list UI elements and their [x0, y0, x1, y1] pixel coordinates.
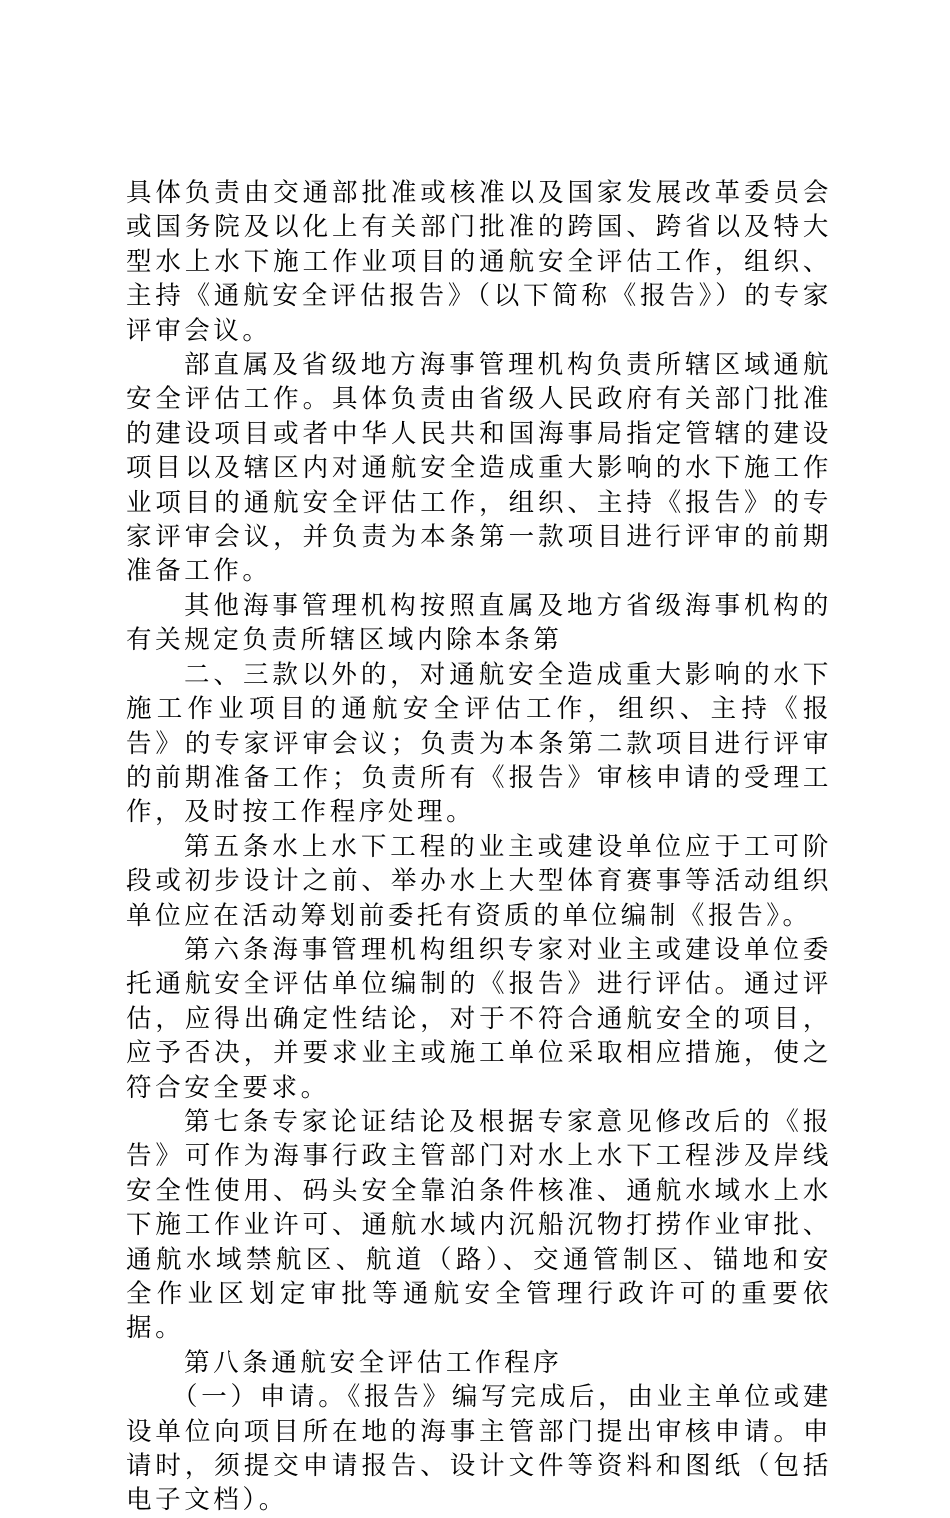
- document-body: [126, 176, 832, 1518]
- paragraph-3: 其他海事管理机构按照直属及地方省级海事机构的有关规定负责所辖区域内除本条第: [126, 590, 832, 656]
- paragraph-application: （一）申请。《报告》编写完成后，由业主单位或建设单位向项目所在地的海事主管部门提出审核申请。申请时，须提交申请报告、设计文件等资料和图纸（包括电子文档）。: [126, 1382, 832, 1516]
- paragraph-1: 具体负责由交通部批准或核准以及国家发展改革委员会或国务院及以化上有关部门批准的跨国、跨省以及特大型水上水下施工作业项目的通航安全评估工作，组织、主持《通航安全评估报告》（以下简称《报告》）的专家评审会议。: [126, 178, 832, 346]
- paragraph-article-7: 第七条专家论证结论及根据专家意见修改后的《报告》可作为海事行政主管部门对水上水下工程涉及岸线安全性使用、码头安全靠泊条件核准、通航水域水上水下施工作业许可、通航水域内沉船沉物打捞作业审批、通航水域禁航区、航道（路）、交通管制区、锚地和安全作业区划定审批等通航安全管理行政许可的重要依据。: [126, 1106, 832, 1344]
- paragraph-article-5: 第五条水上水下工程的业主或建设单位应于工可阶段或初步设计之前、举办水上大型体育赛事等活动组织单位应在活动筹划前委托有资质的单位编制《报告》。: [126, 831, 832, 931]
- paragraph-4: 二、三款以外的，对通航安全造成重大影响的水下施工作业项目的通航安全评估工作，组织、主持《报告》的专家评审会议；负责为本条第二款项目进行评审的前期准备工作；负责所有《报告》审核申请的受理工作，及时按工作程序处理。: [126, 659, 832, 828]
- paragraph-article-8-heading: 第八条通航安全评估工作程序: [184, 1347, 563, 1378]
- paragraph-article-6: 第六条海事管理机构组织专家对业主或建设单位委托通航安全评估单位编制的《报告》进行评估。通过评估，应得出确定性结论，对于不符合通航安全的项目，应予否决，并要求业主或施工单位采取相应措施，使之符合安全要求。: [126, 934, 832, 1103]
- paragraph-2: 部直属及省级地方海事管理机构负责所辖区域通航安全评估工作。具体负责由省级人民政府有关部门批准的建设项目或者中华人民共和国海事局指定管辖的建设项目以及辖区内对通航安全造成重大影响的水下施工作业项目的通航安全评估工作，组织、主持《报告》的专家评审会议，并负责为本条第一款项目进行评审的前期准备工作。: [126, 350, 832, 587]
